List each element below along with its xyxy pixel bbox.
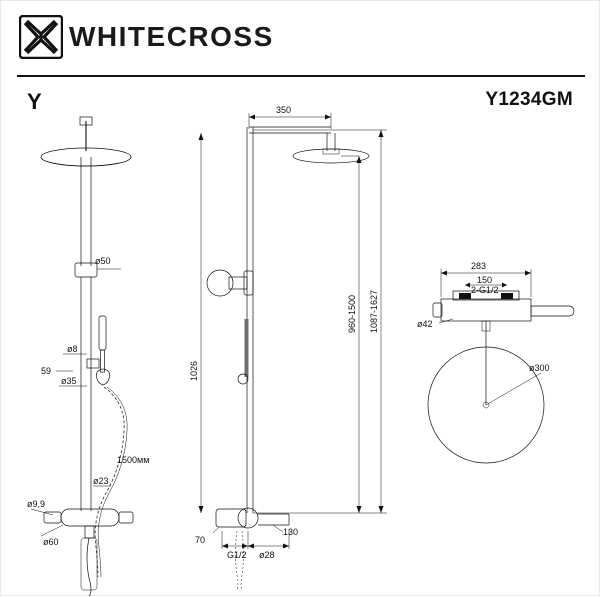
label-head-dia: ø50: [95, 256, 111, 266]
label-thread: 70: [195, 535, 206, 545]
label-riser-height: 1026: [189, 360, 199, 381]
label-inlet-dia: ø9,9: [27, 499, 46, 509]
label-spout-dia: 130: [283, 527, 299, 537]
label-shower-head-dia: ø300: [529, 363, 550, 373]
label-head-projection: 350: [276, 105, 292, 115]
label-body-dia: ø60: [43, 537, 59, 547]
top-view: [417, 261, 574, 463]
label-center-to-wall: G1/2: [227, 550, 247, 560]
label-connection-dia: ø42: [417, 319, 433, 329]
label-connection-thread: 2-G1/2: [471, 285, 499, 295]
label-spout-length: ø28: [259, 550, 275, 560]
label-bracket-dia: ø35: [61, 376, 77, 386]
side-view: [189, 105, 387, 591]
label-riser-dia: ø23: [93, 476, 109, 486]
drawings-canvas: [1, 1, 600, 597]
front-view: [27, 117, 149, 596]
label-adjust-range: 960-1500: [347, 294, 357, 333]
label-body-width: 283: [471, 261, 487, 271]
label-total-height: 1087-1627: [369, 289, 379, 333]
label-bracket-height: 59: [41, 366, 52, 376]
label-hose-length: 1500мм: [117, 455, 150, 465]
brand-name: WHITECROSS: [69, 21, 274, 52]
label-handset-dia: ø8: [67, 344, 78, 354]
model-code: Y1234GM: [485, 89, 573, 110]
series-letter: Y: [27, 89, 42, 114]
label-center-distance: 150: [477, 275, 493, 285]
